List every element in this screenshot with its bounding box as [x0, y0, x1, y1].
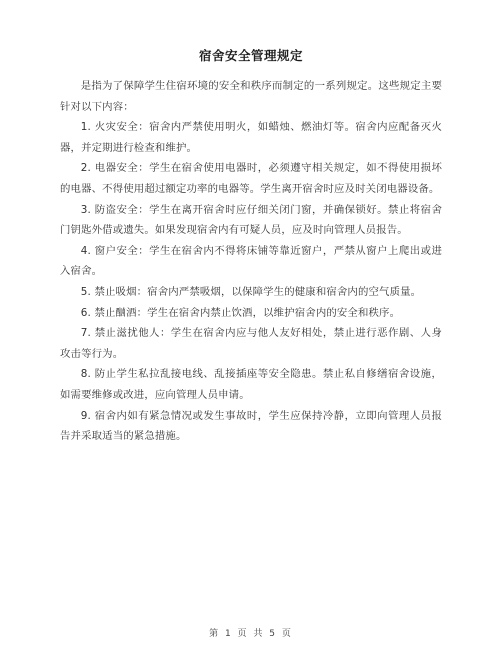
paragraph-window-safety: 4. 窗户安全：学生在宿舍内不得将床铺等靠近窗户，严禁从窗户上爬出或进入宿舍。: [60, 244, 442, 278]
page-number-footer: 第 1 页 共 5 页: [209, 629, 293, 639]
paragraph-intro: 是指为了保障学生住宿环境的安全和秩序而制定的一系列规定。这些规定主要针对以下内容：: [60, 80, 442, 113]
paragraph-emergency: 9. 宿舍内如有紧急情况或发生事故时，学生应保持冷静，立即向管理人员报告并采取适当的紧急措施。: [60, 409, 442, 443]
document-title: 宿舍安全管理规定: [198, 48, 303, 63]
paragraph-wiring-hazards: 8. 防止学生私拉乱接电线、乱接插座等安全隐患。禁止私自修缮宿舍设施，如需要维修或改进，应向管理人员申请。: [60, 368, 442, 401]
paragraph-no-harassment: 7. 禁止滋扰他人：学生在宿舍内应与他人友好相处，禁止进行恶作剧、人身攻击等行为。: [60, 327, 442, 360]
paragraph-fire-safety: 1. 火灾安全：宿舍内严禁使用明火，如蜡烛、燃油灯等。宿舍内应配备灭火器，并定期进行检查和维护。: [60, 121, 442, 154]
paragraph-electrical-safety: 2. 电器安全：学生在宿舍使用电器时，必须遵守相关规定，如不得使用损坏的电器、不得使用超过额定功率的电器等。学生离开宿舍时应及时关闭电器设备。: [60, 162, 442, 195]
paragraph-no-drinking: 6. 禁止酗酒：学生在宿舍内禁止饮酒，以维护宿舍内的安全和秩序。: [80, 306, 401, 319]
paragraph-theft-prevention: 3. 防盗安全：学生在离开宿舍时应仔细关闭门窗，并确保锁好。禁止将宿舍门钥匙外借或遗失。如果发现宿舍内有可疑人员，应及时向管理人员报告。: [60, 203, 442, 237]
paragraph-no-smoking: 5. 禁止吸烟：宿舍内严禁吸烟，以保障学生的健康和宿舍内的空气质量。: [80, 285, 422, 298]
document-body: [60, 76, 442, 447]
